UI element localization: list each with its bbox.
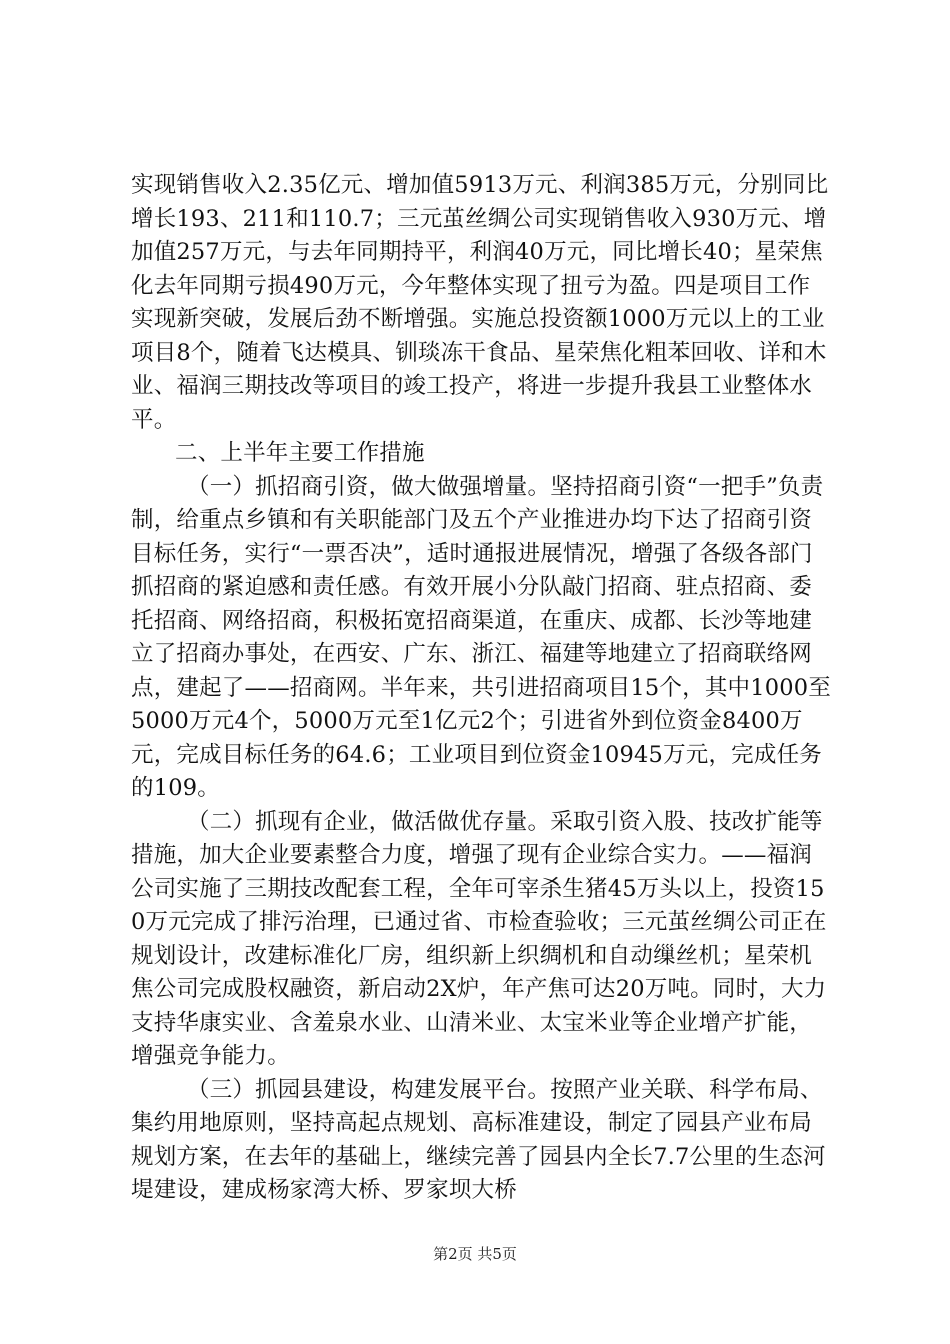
section-heading: 二、上半年主要工作措施 (175, 440, 425, 466)
document-body (131, 169, 831, 1208)
paragraph-continuation: 实现销售收入2.35亿元、增加值5913万元、利润385万元，分别同比增长193、211和110.7；三元茧丝绸公司实现销售收入930万元、增加值257万元，与去年同期持平，利润40万元，同比增长40；星荣焦化去年同期亏损490万元，今年整体实现了扭亏为盈。四是项目工作实现新突破，发展后劲不断增强。实施总投资额1000万元以上的工业项目8个，随着飞达模具、钏琰冻干食品、星荣焦化粗苯回收、详和木业、福润三期技改等项目的竣工投产，将进一步提升我县工业整体水平。 (131, 172, 829, 433)
page-footer: 第2页 共5页 (433, 1245, 517, 1263)
paragraph-measure-1: （一）抓招商引资，做大做强增量。坚持招商引资“一把手”负责制，给重点乡镇和有关职能部门及五个产业推进办均下达了招商引资目标任务，实行“一票否决”，适时通报进展情况，增强了各级各部门抓招商的紧迫感和责任感。有效开展小分队敲门招商、驻点招商、委托招商、网络招商，积极拓宽招商渠道，在重庆、成都、长沙等地建立了招商办事处，在西安、广东、浙江、福建等地建立了招商联络网点，建起了——招商网。半年来，共引进招商项目15个，其中1000至5000万元4个，5000万元至1亿元2个；引进省外到位资金8400万元，完成目标任务的64.6；工业项目到位资金10945万元，完成任务的109。 (131, 473, 831, 801)
paragraph-measure-2: （二）抓现有企业，做活做优存量。采取引资入股、技改扩能等措施，加大企业要素整合力度，增强了现有企业综合实力。——福润公司实施了三期技改配套工程，全年可宰杀生猪45万头以上，投资150万元完成了排污治理，已通过省、市检查验收；三元茧丝绸公司正在规划设计，改建标准化厂房，组织新上织绸机和自动缫丝机；星荣机焦公司完成股权融资，新启动2X炉，年产焦可达20万吨。同时，大力支持华康实业、含羞泉水业、山清米业、太宝米业等企业增产扩能，增强竞争能力。 (131, 808, 827, 1069)
paragraph-measure-3: （三）抓园县建设，构建发展平台。按照产业关联、科学布局、集约用地原则，坚持高起点规划、高标准建设，制定了园县产业布局规划方案，在去年的基础上，继续完善了园县内全长7.7公里的生态河堤建设，建成杨家湾大桥、罗家坝大桥 (131, 1076, 826, 1203)
